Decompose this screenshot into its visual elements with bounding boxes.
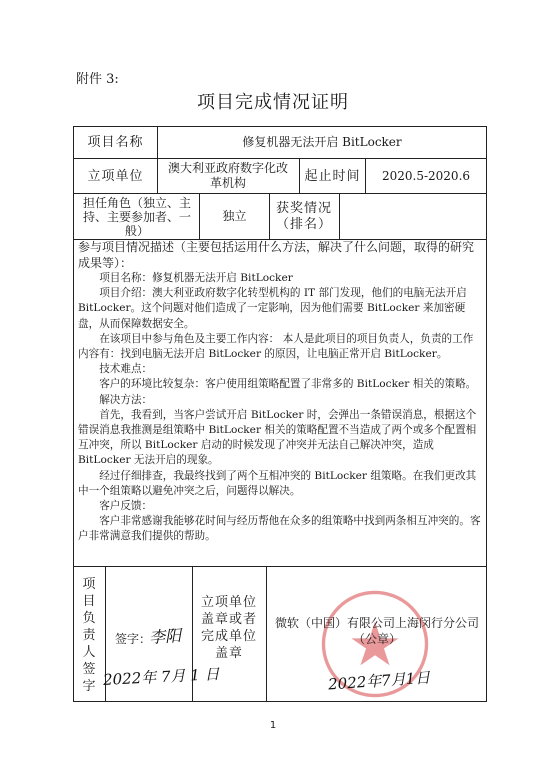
desc-paragraph: 客户非常感谢我能够花时间与经历帮他在众多的组策略中找到两条相互冲突的。客户非常满意我们提供的帮助。 (78, 515, 481, 543)
desc-paragraph: 项目名称：修复机器无法开启 BitLocker (99, 272, 293, 284)
role-value: 独立 (222, 209, 247, 223)
company-name: 微软（中国）有限公司上海闵行分公司（公章） (274, 616, 479, 646)
award-value (340, 194, 486, 239)
desc-paragraph: 技术难点： (99, 363, 153, 376)
desc-paragraph: 客户的环境比较复杂：客户使用组策略配置了非常多的 BitLocker 相关的策略。 (99, 378, 477, 391)
desc-paragraph: 客户反馈： (99, 500, 153, 513)
desc-paragraph: 首先，我看到，当客户尝试开启 BitLocker 时，会弹出一条错误消息，根据这个错误消息我推测是组策略中 BitLocker 相关的策略配置不当造成了两个或多个配置相互冲突，所以 BitLocker 启动的时候发现了冲突并无法自己解决冲突，造成 BitLocker 无法开启的现象。 (78, 408, 477, 467)
page-number: 1 (269, 720, 277, 731)
stamp-label: 立项单位盖章或者完成单位盖章 (200, 595, 257, 661)
start-time-label: 起止时间 (304, 168, 361, 184)
sign-prefix: 签字： (115, 632, 152, 646)
start-time-value: 2020.5-2020.6 (381, 168, 471, 183)
attachment-label: 附件 3: (76, 72, 119, 87)
project-name-value: 修复机器无法开启 BitLocker (242, 135, 402, 149)
desc-paragraph: 在该项目中参与角色及主要工作内容： 本人是此项目的项目负责人，负责的工作内容有：找到电脑无法开启 BitLocker 的原因，让电脑正常开启 BitLocker。 (78, 332, 474, 361)
certificate-table (73, 126, 487, 702)
page-title: 项目完成情况证明 (197, 92, 349, 113)
handwritten-signature: 李阳 (148, 625, 182, 648)
unit-value: 澳大利亚政府数字化改革机构 (167, 161, 288, 190)
unit-label: 立项单位 (87, 168, 144, 184)
project-name-label: 项目名称 (87, 135, 144, 150)
handwritten-date: 2022年 7月 1 日 (102, 664, 220, 690)
role-label: 担任角色（独立、主持、主要参加者、一般） (82, 195, 191, 238)
desc-paragraph: 经过仔细排查，我最终找到了两个互相冲突的 BitLocker 组策略。在我们更改其中一个组策略以避免冲突之后，问题得以解决。 (78, 469, 477, 497)
desc-paragraph: 项目介绍：澳大利亚政府数字化转型机构的 IT 部门发现，他们的电脑无法开启 BitLocker。这个问题对他们造成了一定影响，因为他们需要 BitLocker 来加密硬盘，从而保障数据安全。 (78, 287, 467, 330)
desc-paragraph: 解决方法： (99, 393, 153, 406)
leader-signature-label: 项 目 负 责 人 签 字 (82, 576, 96, 694)
award-label: 获奖情况（排名） (275, 200, 332, 232)
project-description (78, 240, 482, 545)
company-handwritten-date: 2022年7月1日 (327, 668, 431, 694)
description-heading: 参与项目情况描述（主要包括运用什么方法，解决了什么问题，取得的研究成果等）： (78, 240, 475, 270)
